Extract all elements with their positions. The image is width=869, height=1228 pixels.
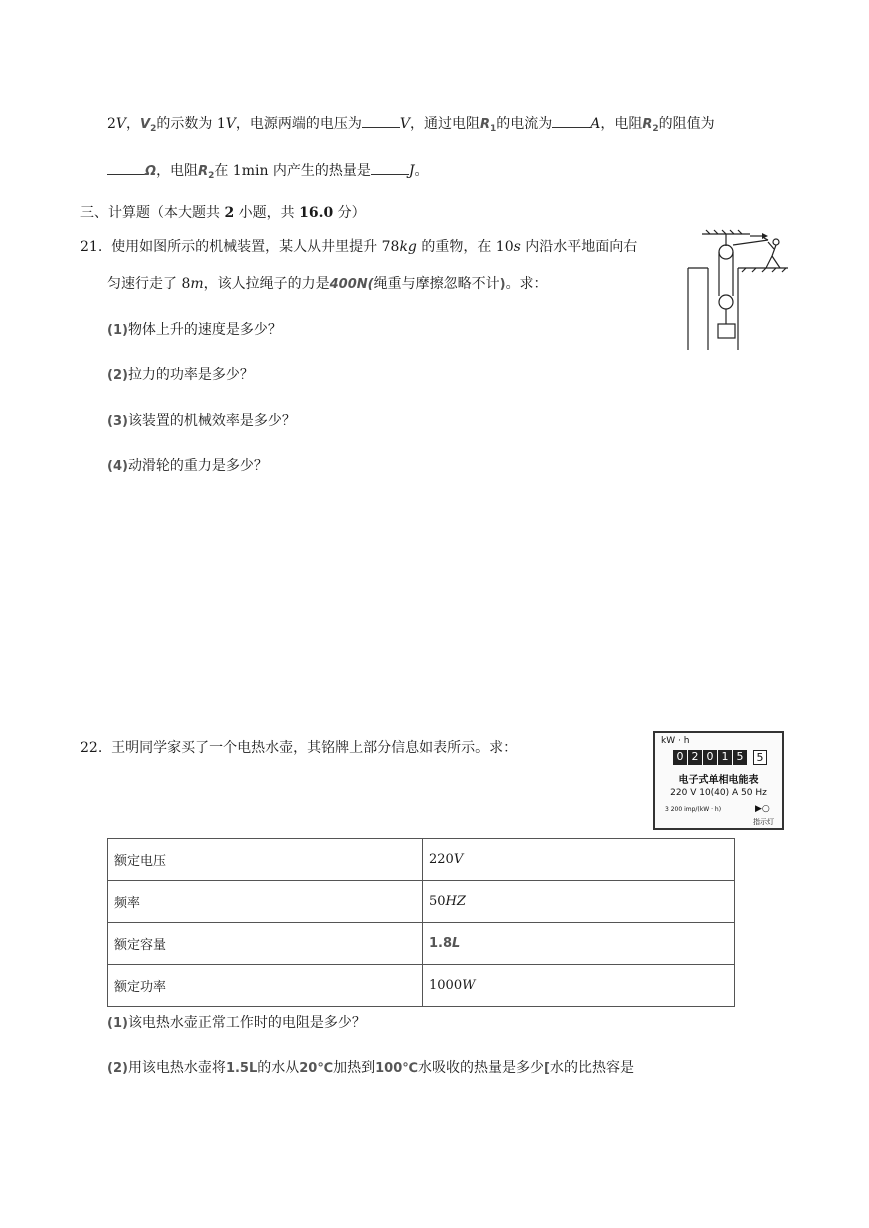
meter-digit: 0 bbox=[673, 750, 687, 765]
q22-item-1: (1)该电热水壶正常工作时的电阻是多少？ bbox=[107, 1015, 366, 1031]
table-row: 额定电压 220V bbox=[108, 839, 735, 881]
meter-unit: kW · h bbox=[661, 736, 690, 746]
q21-item-4: (4)动滑轮的重力是多少？ bbox=[107, 458, 268, 474]
answer-blank[interactable] bbox=[552, 113, 590, 128]
meter-digit: 1 bbox=[718, 750, 732, 765]
q21-item-1: (1)物体上升的速度是多少？ bbox=[107, 322, 282, 338]
pulley-well-figure bbox=[680, 228, 792, 352]
table-row: 频率 50HZ bbox=[108, 881, 735, 923]
meter-digit: 2 bbox=[688, 750, 702, 765]
table-row: 额定容量 1.8L bbox=[108, 923, 735, 965]
electric-meter-figure bbox=[653, 731, 784, 830]
q22-stem: 22. 王明同学家买了一个电热水壶，其铭牌上部分信息如表所示。求： bbox=[80, 740, 518, 756]
q20-line-2: Ω，电阻$R_2$在 1min 内产生的热量是 J。 bbox=[107, 160, 429, 186]
q21-item-2: (2)拉力的功率是多少？ bbox=[107, 367, 254, 383]
meter-lamp-label: 指示灯 bbox=[753, 818, 774, 826]
meter-title: 电子式单相电能表 bbox=[678, 775, 759, 786]
answer-blank[interactable] bbox=[371, 160, 409, 175]
answer-blank[interactable] bbox=[107, 160, 145, 175]
meter-digit: 5 bbox=[733, 750, 747, 765]
meter-spec: 220 V 10(40) A 50 Hz bbox=[670, 788, 767, 798]
indicator-lamp-icon: ▶○ bbox=[755, 804, 770, 814]
meter-digits bbox=[673, 750, 767, 765]
nameplate-table bbox=[107, 838, 735, 1007]
meter-imp: 3 200 imp/(kW · h) bbox=[665, 806, 722, 813]
table-row: 额定功率 1000W bbox=[108, 965, 735, 1007]
q21-line-1: 21. 使用如图所示的机械装置，某人从井里提升 78kg 的重物，在 10s 内沿水平地面向右 bbox=[80, 239, 638, 255]
q21-line-2: 匀速行走了 8m，该人拉绳子的力是400N(绳重与摩擦忽略不计)。求： bbox=[107, 276, 548, 292]
section-heading: 三、计算题（本大题共 2 小题，共 16.0 分） bbox=[80, 205, 366, 221]
meter-digit: 0 bbox=[703, 750, 717, 765]
q20-line-1: 2V，$V_2$的示数为 1V，电源两端的电压为 V，通过电阻$R_1$的电流为 A，电阻$R_2$的阻值为 bbox=[107, 113, 715, 139]
q21-item-3: (3)该装置的机械效率是多少？ bbox=[107, 413, 296, 429]
q22-item-2: (2)用该电热水壶将1.5L的水从20℃加热到100℃水吸收的热量是多少[水的比热容是 bbox=[107, 1060, 634, 1076]
answer-blank[interactable] bbox=[362, 113, 400, 128]
meter-digit-last: 5 bbox=[753, 750, 767, 765]
